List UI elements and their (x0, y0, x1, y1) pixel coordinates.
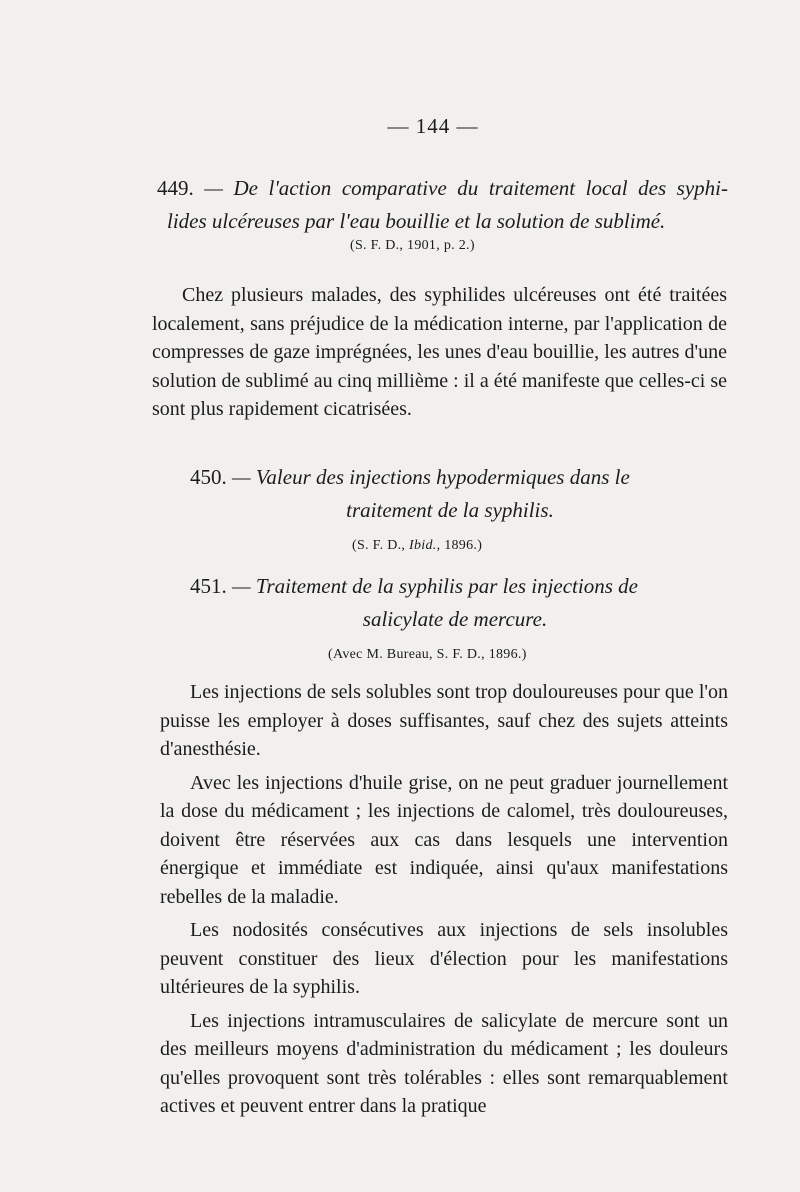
section-450-title-line1: 450. — Valeur des injections hypodermiques dans le (190, 465, 630, 489)
paragraph: Les injections intramusculaires de salicylate de mercure sont un des meilleurs moyens d'administration du médicament ; les douleurs qu'elles provoquent sont très tolérables : elles sont remarquablement actives et peuvent entrer dans la pratique (160, 1009, 728, 1117)
paragraph: Les injections de sels solubles sont trop douloureuses pour que l'on puisse les employer à doses suffisantes, sauf chez des sujets atteints d'anesthésie. (160, 681, 728, 760)
paragraph: Avec les injections d'huile grise, on ne peut graduer journellement la dose du médicament ; les injections de calomel, très douloureuses, doivent être réservées aux cas dans lesquels une intervention énergique et immédiate est indiquée, ainsi qu'aux manifestations rebelles de la maladie. (160, 771, 728, 908)
section-451-body (160, 678, 728, 1126)
page-number: — 144 — (387, 114, 479, 138)
paragraph: Les nodosités consécutives aux injections de sels insolubles peuvent constituer des lieux d'élection pour les manifestations ultérieures de la syphilis. (160, 919, 728, 998)
paragraph: Chez plusieurs malades, des syphilides ulcéreuses ont été traitées localement, sans préjudice de la médication interne, par l'application de compresses de gaze imprégnées, les unes d'eau bouillie, les autres d'une solution de sublimé au cinq millième : il a été manifeste que celles-ci se sont plus rapidement cicatrisées. (152, 284, 727, 420)
section-449-title-line1: 449. — De l'action comparative du traitement local des syphi- (157, 176, 728, 200)
section-450-source: (S. F. D., Ibid., 1896.) (352, 538, 483, 553)
section-450-title-line2: traitement de la syphilis. (346, 498, 554, 522)
section-450-title (190, 461, 710, 527)
section-449-title-line2: lides ulcéreuses par l'eau bouillie et la solution de sublimé. (167, 209, 666, 233)
section-451-number: 451. (190, 574, 227, 598)
section-449-source: (S. F. D., 1901, p. 2.) (350, 238, 475, 253)
section-451-source: (Avec M. Bureau, S. F. D., 1896.) (328, 647, 527, 662)
section-449-title (157, 172, 728, 238)
section-451-title-line2: salicylate de mercure. (362, 607, 548, 631)
section-449-number: 449. (157, 176, 194, 200)
section-450-number: 450. (190, 465, 227, 489)
section-451-title-line1: 451. — Traitement de la syphilis par les injections de (190, 574, 638, 598)
section-449-body (152, 281, 727, 424)
section-451-title (190, 570, 720, 636)
